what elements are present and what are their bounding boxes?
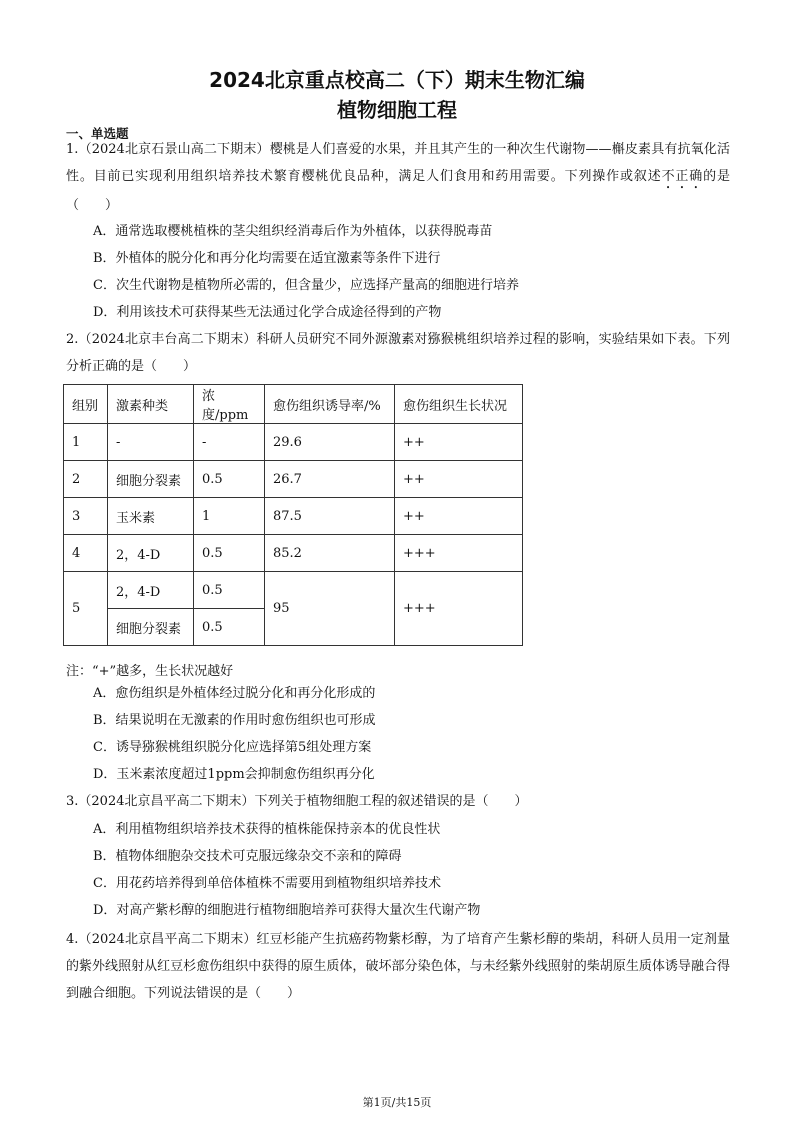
table-cell: - (194, 424, 265, 461)
q3-option-d: D．对高产紫杉醇的细胞进行植物细胞培养可获得大量次生代谢产物 (93, 903, 481, 918)
q1-option-c: C．次生代谢物是植物所必需的，但含量少，应选择产量高的细胞进行培养 (93, 278, 519, 293)
q1-stem: 1.（2024北京石景山高二下期末）樱桃是人们喜爱的水果，并且其产生的一种次生代谢物——槲皮素具有抗氧化活性。目前已实现利用组织培养技术繁育樱桃优良品种，满足人们食用和药用需要。下列操作或叙述不正确的是（ ） (66, 142, 730, 213)
table-cell: 3 (64, 498, 108, 535)
table-row (64, 498, 523, 535)
table-cell: 细胞分裂素 (108, 461, 194, 498)
table-cell: 2，4-D (108, 535, 194, 572)
q1-option-a: A．通常选取樱桃植株的茎尖组织经消毒后作为外植体，以获得脱毒苗 (93, 224, 493, 239)
table-cell: 0.5 (194, 609, 265, 646)
table-cell: 0.5 (194, 535, 265, 572)
q1-emphasis: 不正确 (661, 169, 704, 184)
q1-option-d: D．利用该技术可获得某些无法通过化学合成途径得到的产物 (93, 305, 442, 320)
table-header-cell: 组别 (64, 385, 108, 424)
table-row (64, 424, 523, 461)
table-cell: ++ (395, 498, 523, 535)
q4-stem: 4.（2024北京昌平高二下期末）红豆杉能产生抗癌药物紫杉醇，为了培育产生紫杉醇的柴胡，科研人员用一定剂量的紫外线照射从红豆杉愈伤组织中获得的原生质体，破坏部分染色体，与未经紫外线照射的柴胡原生质体诱导融合得到融合细胞。下列说法错误的是（ ） (66, 932, 730, 1001)
table-row (64, 461, 523, 498)
page-title-line2: 植物细胞工程 (337, 98, 457, 122)
q3-option-b: B．植物体细胞杂交技术可克服远缘杂交不亲和的障碍 (93, 849, 402, 864)
table-cell: 29.6 (265, 424, 395, 461)
section-heading: 一、单选题 (66, 126, 129, 141)
q3-option-a: A．利用植物组织培养技术获得的植株能保持亲本的优良性状 (93, 822, 441, 837)
table-row (64, 535, 523, 572)
table-cell: 0.5 (194, 572, 265, 609)
table-cell: 玉米素 (108, 498, 194, 535)
table-cell: 0.5 (194, 461, 265, 498)
q2-stem: 2.（2024北京丰台高二下期末）科研人员研究不同外源激素对猕猴桃组织培养过程的影响，实验结果如下表。下列分析正确的是（ ） (66, 332, 730, 374)
q2-option-a: A．愈伤组织是外植体经过脱分化和再分化形成的 (93, 686, 376, 701)
table-cell: 4 (64, 535, 108, 572)
table-cell: 2，4-D (108, 572, 194, 609)
table-cell: 1 (194, 498, 265, 535)
table-header-cell: 愈伤组织生长状况 (395, 385, 523, 424)
table-cell: 85.2 (265, 535, 395, 572)
table-cell: 2 (64, 461, 108, 498)
table-header-row (64, 385, 523, 424)
table-cell: +++ (395, 572, 523, 646)
q3-stem: 3.（2024北京昌平高二下期末）下列关于植物细胞工程的叙述错误的是（ ） (66, 794, 528, 809)
table-cell: 1 (64, 424, 108, 461)
table-row (64, 572, 523, 609)
table-cell: 87.5 (265, 498, 395, 535)
table-cell: ++ (395, 424, 523, 461)
table-cell: 细胞分裂素 (108, 609, 194, 646)
q2-option-c: C．诱导猕猴桃组织脱分化应选择第5组处理方案 (93, 740, 372, 755)
table-cell: 5 (64, 572, 108, 646)
results-table (63, 384, 523, 646)
page-title-line1: 2024北京重点校高二（下）期末生物汇编 (209, 68, 585, 92)
table-header-cell: 浓度/ppm (194, 385, 265, 424)
table-cell: 26.7 (265, 461, 395, 498)
q2-option-b: B．结果说明在无激素的作用时愈伤组织也可形成 (93, 713, 376, 728)
table-cell: - (108, 424, 194, 461)
table-cell: 95 (265, 572, 395, 646)
table-cell: ++ (395, 461, 523, 498)
q3-option-c: C．用花药培养得到单倍体植株不需要用到植物组织培养技术 (93, 876, 441, 891)
q1-option-b: B．外植体的脱分化和再分化均需要在适宜激素等条件下进行 (93, 251, 441, 266)
table-note: 注：“+”越多，生长状况越好 (66, 664, 234, 679)
table-header-cell: 愈伤组织诱导率/% (265, 385, 395, 424)
table-cell: +++ (395, 535, 523, 572)
q2-option-d: D．玉米素浓度超过1ppm会抑制愈伤组织再分化 (93, 767, 375, 782)
page-footer: 第1页/共15页 (362, 1096, 432, 1109)
table-header-cell: 激素种类 (108, 385, 194, 424)
